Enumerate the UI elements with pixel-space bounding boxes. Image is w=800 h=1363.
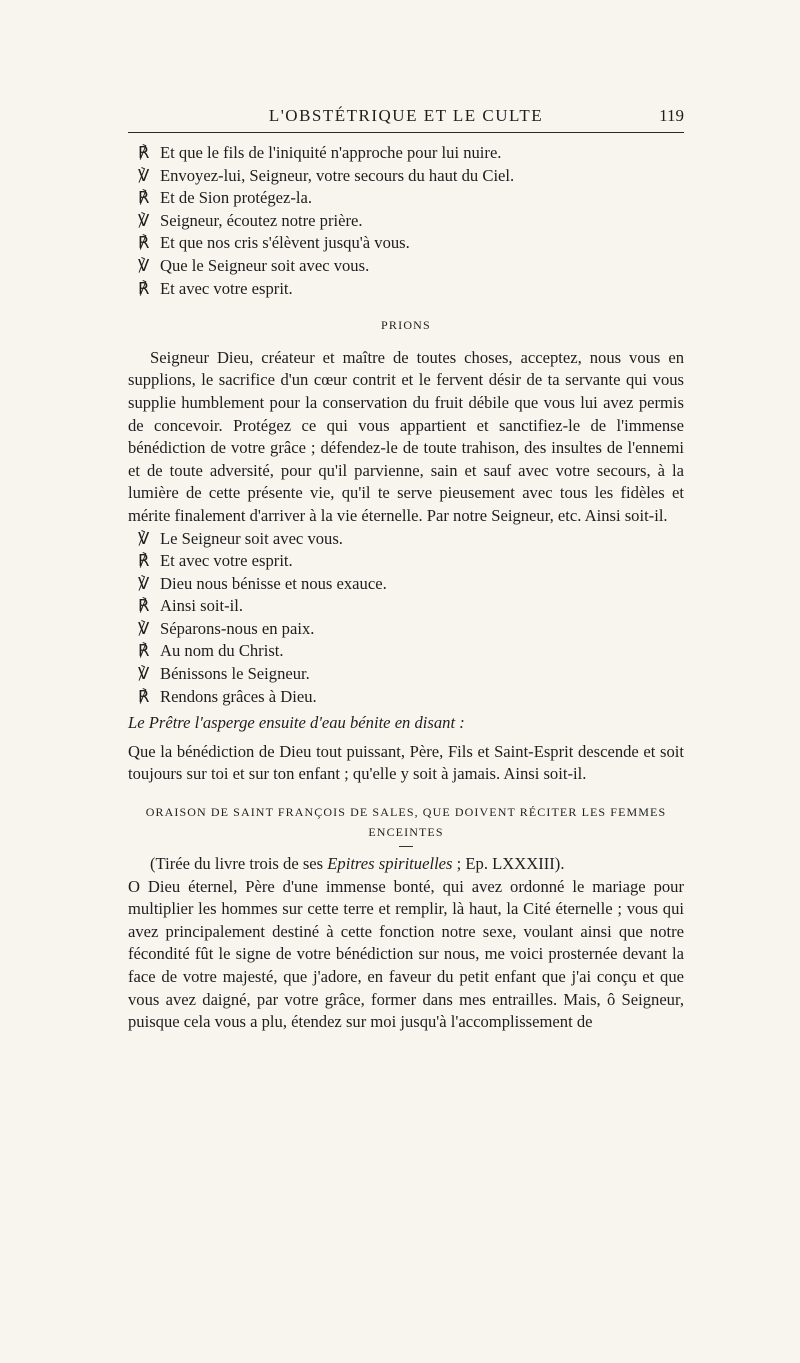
- verse-text: Bénissons le Seigneur.: [160, 664, 310, 684]
- verse-line: [128, 210, 684, 233]
- page-number: 119: [659, 106, 684, 125]
- verse-line: [128, 528, 684, 551]
- verse-line: [128, 142, 684, 165]
- oraison-paragraph: O Dieu éternel, Père d'une immense bonté, qui avez ordonné le mariage pour multiplier les hommes sur cette terre et remplir, là haut, la Cité éternelle ; vous qui avez principalement destiné à cette fonction notre sexe, voulant ainsi que notre fécondité fût le signe de votre bénédiction sur nous, me voici prosternée devant la face de votre majesté, que j'adore, en faveur du petit enfant que j'ai conçu et que vous avez daigné, par votre grâce, former dans mes entrailles. Mais, ô Seigneur, puisque cela vous a plu, étendez sur moi jusqu'à l'accomplissement de: [128, 876, 684, 1032]
- source-prefix: (Tirée du livre trois de ses: [150, 854, 328, 874]
- response-symbol: ℟: [138, 551, 150, 571]
- response-symbol: ℟: [138, 143, 150, 162]
- verse-line: [128, 550, 684, 573]
- response-symbol: ℟: [138, 278, 150, 298]
- verse-text: Envoyez-lui, Seigneur, votre secours du haut du Ciel.: [160, 165, 515, 185]
- source-line: [128, 853, 684, 876]
- verse-text: Seigneur, écoutez notre prière.: [160, 210, 363, 230]
- verse-text: Séparons-nous en paix.: [160, 618, 315, 638]
- versicle-symbol: ℣: [138, 528, 150, 548]
- running-title: L'OBSTÉTRIQUE ET LE CULTE: [268, 106, 544, 125]
- response-symbol: ℟: [138, 686, 150, 706]
- verse-text: Ainsi soit-il.: [160, 596, 243, 616]
- verse-line: [128, 573, 684, 596]
- verse-text: Au nom du Christ.: [160, 641, 284, 661]
- versicle-symbol: ℣: [138, 618, 150, 638]
- response-symbol: ℟: [138, 188, 150, 208]
- verse-text: Et avec votre esprit.: [160, 278, 293, 298]
- source-suffix: ; Ep. LXXXIII).: [452, 854, 565, 874]
- rubric-line: Le Prêtre l'asperge ensuite d'eau bénite en disant :: [128, 713, 465, 733]
- verse-text: Et avec votre esprit.: [160, 551, 293, 571]
- response-symbol: ℟: [138, 596, 150, 616]
- verse-line: [128, 618, 684, 641]
- verse-line: [128, 686, 684, 709]
- versicle-symbol: ℣: [138, 210, 150, 230]
- prayer-paragraph: Seigneur Dieu, créateur et maître de toutes choses, acceptez, nous vous en supplions, le sacrifice d'un cœur contrit et le fervent désir de ta servante qui vous supplie humblement pour la conservation du fruit débile que vous lui avez permis de concevoir. Protégez ce qui vous appartient et sanctifiez-le de l'immense bénédiction de votre grâce ; défendez-le de toute trahison, des insultes de l'ennemi et de toute adversité, pour qu'il parvienne, sain et sauf avec votre secours, à la lumière de cette présente vie, qu'il te serve pieusement avec tous les fidèles et mérite finalement d'arriver à la vie éternelle. Par notre Seigneur, etc. Ainsi soit-il.: [128, 347, 684, 525]
- verse-text: Et que le fils de l'iniquité n'approche pour lui nuire.: [160, 143, 502, 162]
- verse-line: [128, 165, 684, 188]
- verse-line: [128, 232, 684, 255]
- verses-bottom: [128, 528, 684, 709]
- response-symbol: ℟: [138, 641, 150, 661]
- verse-text: Que le Seigneur soit avec vous.: [160, 255, 370, 275]
- verse-line: [128, 255, 684, 278]
- verse-text: Rendons grâces à Dieu.: [160, 686, 317, 706]
- oraison-heading: ORAISON DE SAINT FRANÇOIS DE SALES, QUE DOIVENT RÉCITER LES FEMMES ENCEINTES: [145, 805, 667, 840]
- verse-text: Le Seigneur soit avec vous.: [160, 528, 343, 548]
- page-body: [128, 142, 684, 1034]
- verse-text: Dieu nous bénisse et nous exauce.: [160, 573, 387, 593]
- verse-line: [128, 595, 684, 618]
- verse-text: Et de Sion protégez-la.: [160, 188, 313, 208]
- page-header: [128, 96, 684, 133]
- source-title: Epitres spirituelles: [327, 854, 453, 874]
- verse-line: [128, 278, 684, 301]
- versicle-symbol: ℣: [138, 664, 150, 684]
- heading-divider: [399, 846, 413, 847]
- versicle-symbol: ℣: [138, 165, 150, 185]
- verse-line: [128, 187, 684, 210]
- versicle-symbol: ℣: [138, 573, 150, 593]
- verses-top: [128, 142, 684, 300]
- prions-heading: PRIONS: [381, 318, 431, 333]
- versicle-symbol: ℣: [138, 255, 150, 275]
- response-symbol: ℟: [138, 233, 150, 253]
- verse-line: [128, 640, 684, 663]
- blessing-paragraph: Que la bénédiction de Dieu tout puissant, Père, Fils et Saint-Esprit descende et soit toujours sur toi et sur ton enfant ; qu'elle y soit à jamais. Ainsi soit-il.: [128, 741, 684, 784]
- verse-text: Et que nos cris s'élèvent jusqu'à vous.: [160, 233, 410, 253]
- verse-line: [128, 663, 684, 686]
